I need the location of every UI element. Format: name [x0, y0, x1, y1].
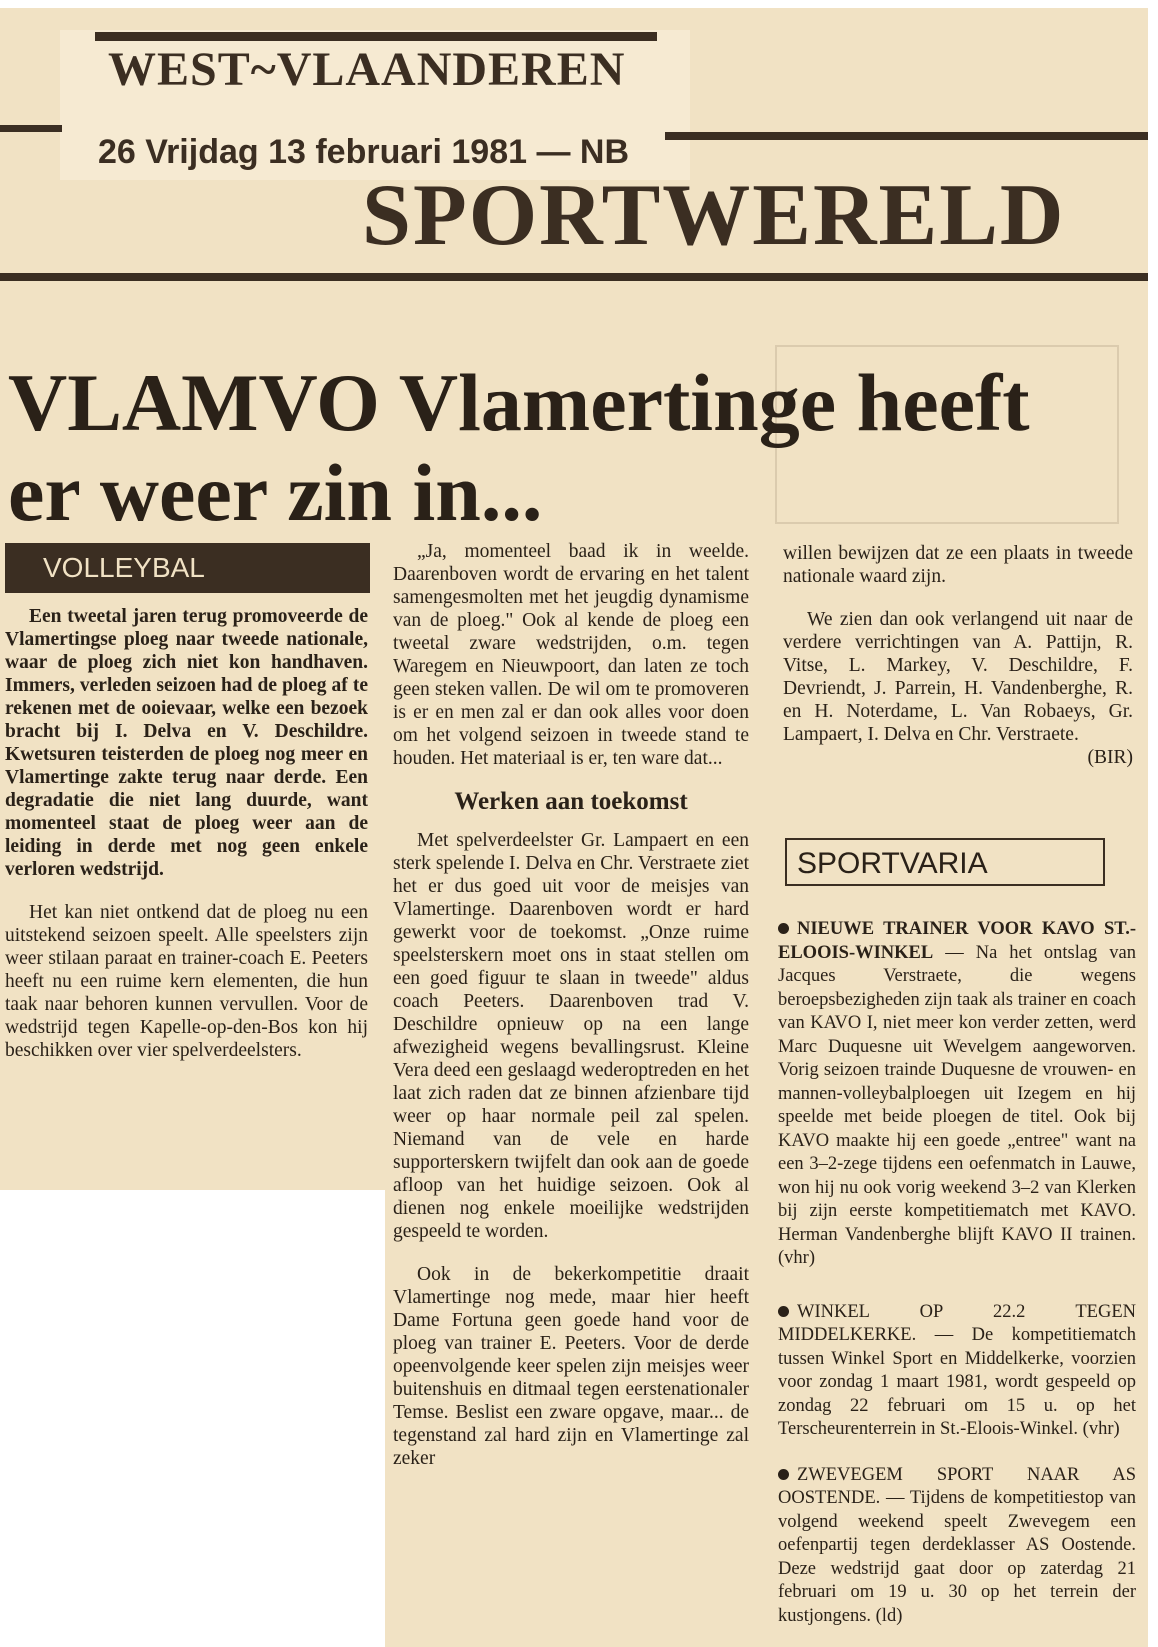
clipping-edge-right — [1148, 0, 1158, 1647]
lead-paragraph: Een tweetal jaren terug promoveerde de Vlamertingse ploeg naar tweede nationale, waar de ploeg zich niet kon handhaven. Immers, verleden seizoen had de ploeg af te rekenen met de ooievaar, welke een bezoek bracht bij I. Delva en V. Deschildre. Kwetsuren teisterden de ploeg nog meer en Vlamertinge zakte terug naar derde. Een degradatie die niet lang duurde, want momenteel staat de ploeg weer aan de leiding in derde met nog geen enkele verloren wedstrijd. — [5, 606, 368, 880]
article-column-3 — [783, 542, 1133, 769]
byline-signature: (BIR) — [1087, 747, 1133, 768]
subheading: Werken aan toekomst — [454, 788, 688, 815]
article-column-2 — [393, 540, 749, 1490]
brief-body: — Tijdens de kompetitiestop van volgend weekend speelt Zwevegem een oefenpartij tegen derdeklasser AS Oostende. Deze wedstrijd gaat door op zaterdag 21 februari om 19 u. 30 op het terrein der kustjongens. (ld) — [778, 1488, 1136, 1626]
body-paragraph: We zien dan ook verlangend uit naar de verdere verrichtingen van A. Pattijn, R. Vitse, L. Markey, V. Deschildre, F. Devriendt, J. Parrein, H. Vandenberghe, R. en H. Noterdame, L. Van Robaeys, Gr. Lampaert, I. Delva en Chr. Verstraete. — [783, 609, 1133, 745]
body-paragraph: willen bewijzen dat ze een plaats in tweede nationale waard zijn. — [783, 543, 1133, 587]
section-bottom-rule — [0, 273, 1148, 281]
headline-line-2: er weer zin in... — [8, 447, 543, 538]
clipping-edge-top — [0, 0, 1158, 8]
sportvaria-column — [778, 918, 1136, 1628]
body-paragraph: „Ja, momenteel baad ik in weelde. Daarenboven wordt de ervaring en het talent samengesmolten met het jeugdig dynamisme van de ploeg." Ook al kende de ploeg een tweetal zware wedstrijden, o.m. tegen Waregem en Nieuwpoort, dan laten ze toch geen steken vallen. De wil om te promoveren is er en men zal er dan ook alles voor doen om het volgend seizoen in tweede stand te houden. Het materiaal is er, ten ware dat... — [393, 541, 749, 769]
bullet-icon — [778, 1469, 789, 1480]
sportvaria-title-box: SPORTVARIA — [785, 838, 1105, 886]
clipping-cutout-bottom-left — [0, 1190, 385, 1647]
dateline: 26 Vrijdag 13 februari 1981 — NB — [98, 133, 630, 171]
masthead-right-rule — [665, 132, 1148, 140]
brief-item — [778, 1301, 1136, 1442]
brief-item — [778, 918, 1136, 1271]
brief-body: — De kompetitiematch tussen Winkel Sport en Middelkerke, voorzien voor zondag 1 maart 1981, wordt gespeeld op zondag 22 februari om 15 u. op het Terscheurenterrein in St.-Eloois-Winkel. (vhr) — [778, 1325, 1136, 1439]
masthead-top-rule — [95, 32, 657, 41]
body-paragraph: Het kan niet ontkend dat de ploeg nu een uitstekend seizoen speelt. Alle speelsters zijn weer stilaan paraat en trainer-coach E. Peeters heeft nu een ruime kern elementen, die hun taak naar behoren kunnen vervullen. Voor de wedstrijd tegen Kapelle-op-den-Bos kon hij beschikken over vier spelverdeelsters. — [5, 902, 368, 1061]
brief-body: — Na het ontslag van Jacques Verstraete, die wegens beroepsbezigheden zijn taak als trainer en coach van KAVO I, niet meer kon verder zetten, werd Marc Duquesne uit Wevelgem aangeworven. Vorig seizoen trainde Duquesne de vrouwen- en mannen-volleybalploegen uit Izegem en hij speelde met beide ploegen de titel. Ook bij KAVO maakte hij een goede „entree" want na een 3–2-zege tijdens een oefenmatch in Lauwe, won hij nu ook vorig weekend 3–2 van Klerken bij zijn eerste kompetitiematch met KAVO. Herman Vandenberghe blijft KAVO II trainen. (vhr) — [778, 942, 1136, 1268]
body-paragraph: Met spelverdeelster Gr. Lampaert en een sterk spelende I. Delva en Chr. Verstraete ziet het er dus goed uit voor de meisjes van Vlamertinge. Daarenboven wordt er hard gewerkt voor de toekomst. „Onze ruime speelsterskern moet ons in staat stellen om een goed figuur te slaan in tweede" aldus coach Peeters. Daarenboven trad V. Deschildre opnieuw op na een lange afwezigheid wegens bevallingsrust. Kleine Vera deed een geslaagd wederoptreden en het laat zich raden dat ze binnen afzienbare tijd weer op haar normale peil zal spelen. Niemand van de vele en harde supporterskern twijfelt dan ook aan de goede afloop van het huidige seizoen. Ook al dienen nog enkele moeilijke wedstrijden gespeeld te worden. — [393, 830, 749, 1242]
brief-heading: WINKEL OP 22.2 TEGEN MIDDELKERKE. — [778, 1301, 1136, 1345]
bullet-icon — [778, 923, 789, 934]
kicker-label: VOLLEYBAL — [5, 543, 370, 593]
bullet-icon — [778, 1306, 789, 1317]
region-title: WEST~VLAANDEREN — [108, 43, 626, 96]
brief-heading: NIEUWE TRAINER VOOR KAVO ST.-ELOOIS-WINKEL — [778, 919, 1136, 963]
masthead-left-rule — [0, 125, 62, 132]
body-paragraph: Ook in de bekerkompetitie draait Vlamertinge nog mede, maar hier heeft Dame Fortuna geen goede hand voor de ploeg van trainer E. Peeters. Voor de derde opeenvolgende keer spelen zijn meisjes weer buitenshuis en ditmaal tegen eerstenationaler Temse. Beslist een zware opgave, maar... de tegenstand zal hard zijn en Vlamertinge zal zeker — [393, 1264, 749, 1469]
brief-item — [778, 1464, 1136, 1629]
section-title: SPORTWERELD — [362, 167, 1066, 264]
brief-heading: ZWEVEGEM SPORT NAAR AS OOSTENDE. — [778, 1464, 1136, 1508]
headline-line-1: VLAMVO Vlamertinge heeft — [8, 357, 1030, 448]
article-column-1 — [5, 605, 368, 1082]
